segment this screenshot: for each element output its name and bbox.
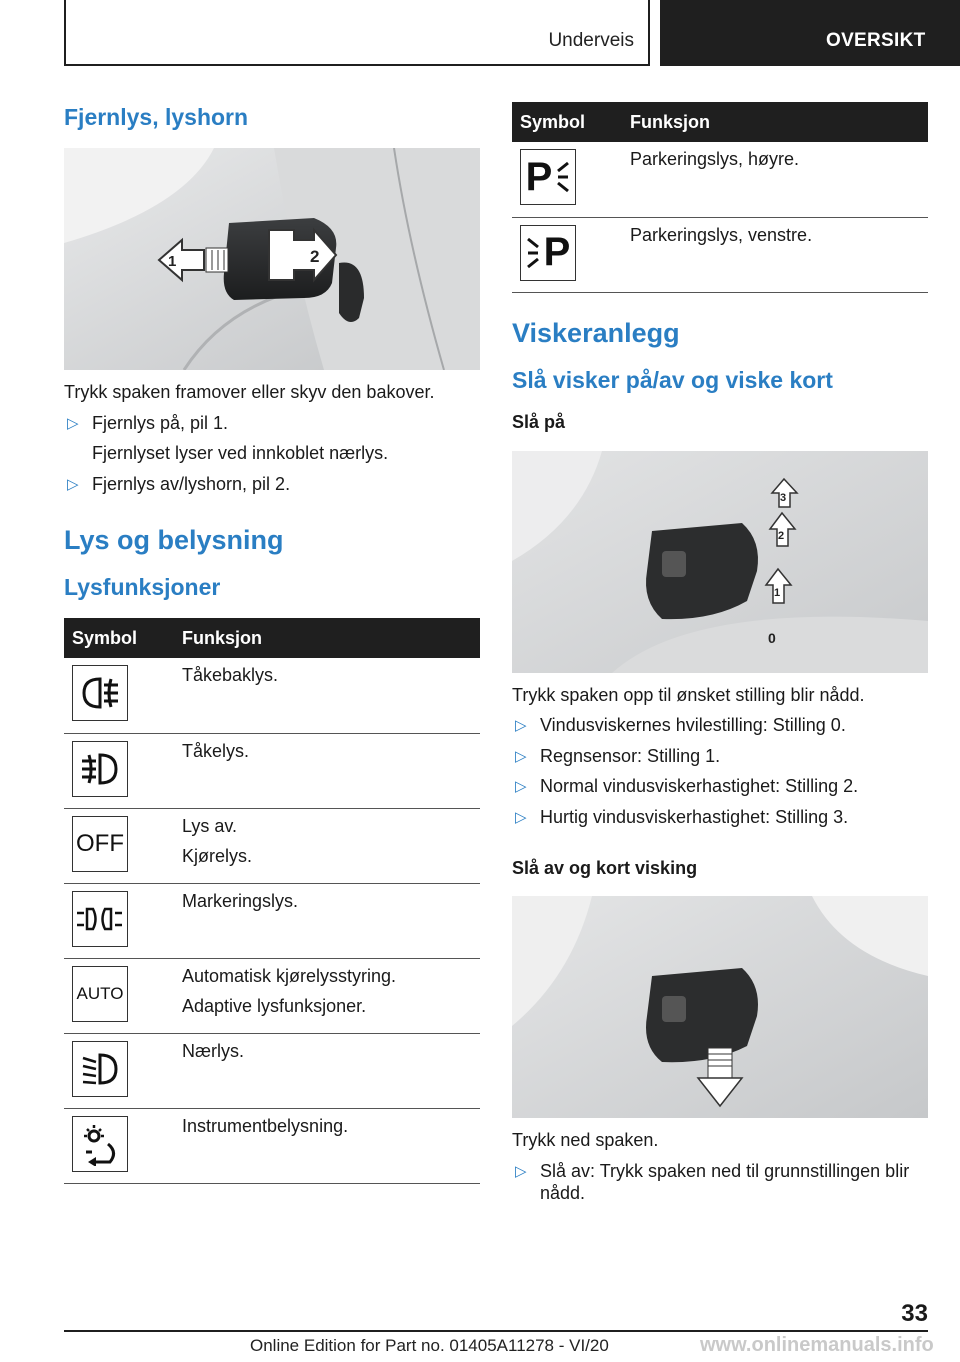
position-label-1: 1 (774, 586, 781, 599)
column-header-function: Funksjon (622, 102, 928, 142)
list-item: ▷ Normal vindusviskerhastighet: Stilling 2. (515, 776, 859, 797)
high-beam-bullet-list (64, 413, 480, 496)
bullet-triangle-icon: ▷ (515, 808, 527, 826)
table-row (512, 142, 928, 217)
list-item: ▷ Slå av: Trykk spaken ned til grunnstillingen blir nådd. (515, 1161, 910, 1203)
function-text: Tåkebaklys. (182, 665, 279, 686)
low-beam-icon (72, 1041, 128, 1097)
right-column (512, 102, 928, 1204)
bullet-triangle-icon: ▷ (515, 717, 527, 735)
position-label-0: 0 (768, 629, 776, 646)
table-row (512, 217, 928, 292)
heading-wiper-on-off: Slå visker på/av og viske kort (512, 366, 833, 393)
bullet-triangle-icon: ▷ (515, 747, 527, 765)
list-item: ▷ Hurtig vindusviskerhastighet: Stilling 3. (515, 806, 849, 827)
off-icon: OFF (72, 816, 128, 872)
function-text: Automatisk kjørelysstyring. (182, 965, 397, 986)
list-item: ▷ Regnsensor: Stilling 1. (515, 745, 721, 766)
position-label-3: 3 (780, 491, 787, 504)
list-item: ▷ Vindusviskernes hvilestilling: Stilling 0. (515, 715, 846, 736)
instrument-lighting-icon (72, 1116, 128, 1172)
subheading-switch-on: Slå på (512, 411, 566, 432)
front-fog-light-icon (72, 741, 128, 797)
list-item-subtext: Fjernlyset lyser ved innkoblet nærlys. (92, 443, 389, 464)
table-row (64, 958, 480, 1033)
side-marker-light-icon (72, 891, 128, 947)
wiper-off-intro: Trykk ned spaken. (512, 1130, 659, 1151)
wiper-off-bullet-list (512, 1161, 928, 1204)
bullet-triangle-icon: ▷ (67, 475, 79, 493)
light-functions-table (64, 618, 480, 1184)
wiper-on-bullet-list (512, 715, 928, 828)
function-text: Adaptive lysfunksjoner. (182, 995, 367, 1016)
heading-light-functions: Lysfunksjoner (64, 574, 221, 601)
rear-fog-light-icon (72, 665, 128, 721)
footer-edition: Online Edition for Part no. 01405A11278 - VI/20 (250, 1336, 609, 1355)
table-row (64, 1108, 480, 1183)
bullet-triangle-icon: ▷ (515, 1163, 527, 1181)
footer-watermark: www.onlinemanuals.info (700, 1334, 934, 1356)
wiper-lever-up-illustration (512, 451, 928, 673)
arrow-label-2: 2 (310, 247, 320, 266)
bullet-triangle-icon: ▷ (515, 778, 527, 796)
header-tab-active-label: OVERSIKT (826, 30, 926, 51)
wiper-on-figure (512, 451, 928, 673)
header-tab-section-label: Underveis (548, 30, 634, 51)
table-header-row (64, 618, 480, 658)
wiper-on-intro: Trykk spaken opp til ønsket stilling blir nådd. (512, 684, 865, 705)
page-number: 33 (901, 1300, 928, 1327)
function-text: Markeringslys. (182, 890, 299, 911)
high-beam-intro: Trykk spaken framover eller skyv den bakover. (64, 382, 435, 402)
heading-wipers: Viskeranlegg (512, 317, 680, 348)
heading-lights: Lys og belysning (64, 525, 284, 556)
column-header-function: Funksjon (174, 618, 480, 658)
table-header-row (512, 102, 928, 142)
footer-divider (64, 1330, 928, 1332)
header-tab-section[interactable] (64, 0, 650, 66)
column-header-symbol: Symbol (64, 618, 174, 658)
arrow-label-1: 1 (168, 253, 177, 270)
wiper-off-figure (512, 896, 928, 1118)
list-item: ▷ Fjernlys på, pil 1. Fjernlyset lyser ved innkoblet nærlys. (64, 413, 480, 465)
left-column (64, 100, 480, 1184)
parking-light-left-icon: P (520, 225, 576, 281)
table-row (64, 658, 480, 733)
high-beam-lever-figure (64, 148, 480, 370)
parking-lights-table (512, 102, 928, 293)
table-row (64, 1033, 480, 1108)
bullet-triangle-icon: ▷ (67, 414, 79, 432)
subheading-off-short-wipe: Slå av og kort visking (512, 858, 698, 879)
function-text: Instrumentbelysning. (182, 1115, 349, 1136)
position-label-2: 2 (778, 529, 785, 542)
function-text: Parkeringslys, venstre. (630, 224, 813, 245)
table-row (64, 883, 480, 958)
column-header-symbol: Symbol (512, 102, 622, 142)
high-beam-lever-illustration (64, 148, 480, 370)
function-text: Parkeringslys, høyre. (630, 149, 800, 169)
list-item: ▷ Fjernlys av/lyshorn, pil 2. (67, 473, 291, 494)
wiper-lever-down-illustration (512, 896, 928, 1118)
header-tab-active[interactable] (660, 0, 960, 66)
function-text: Tåkelys. (182, 740, 250, 761)
table-row (64, 733, 480, 808)
parking-light-right-icon: P (520, 149, 576, 205)
function-text: Kjørelys. (182, 845, 253, 866)
function-text: Lys av. (182, 815, 238, 836)
function-text: Nærlys. (182, 1040, 244, 1061)
heading-high-beam: Fjernlys, lyshorn (64, 104, 249, 130)
table-row (64, 808, 480, 883)
auto-icon: AUTO (72, 966, 128, 1022)
